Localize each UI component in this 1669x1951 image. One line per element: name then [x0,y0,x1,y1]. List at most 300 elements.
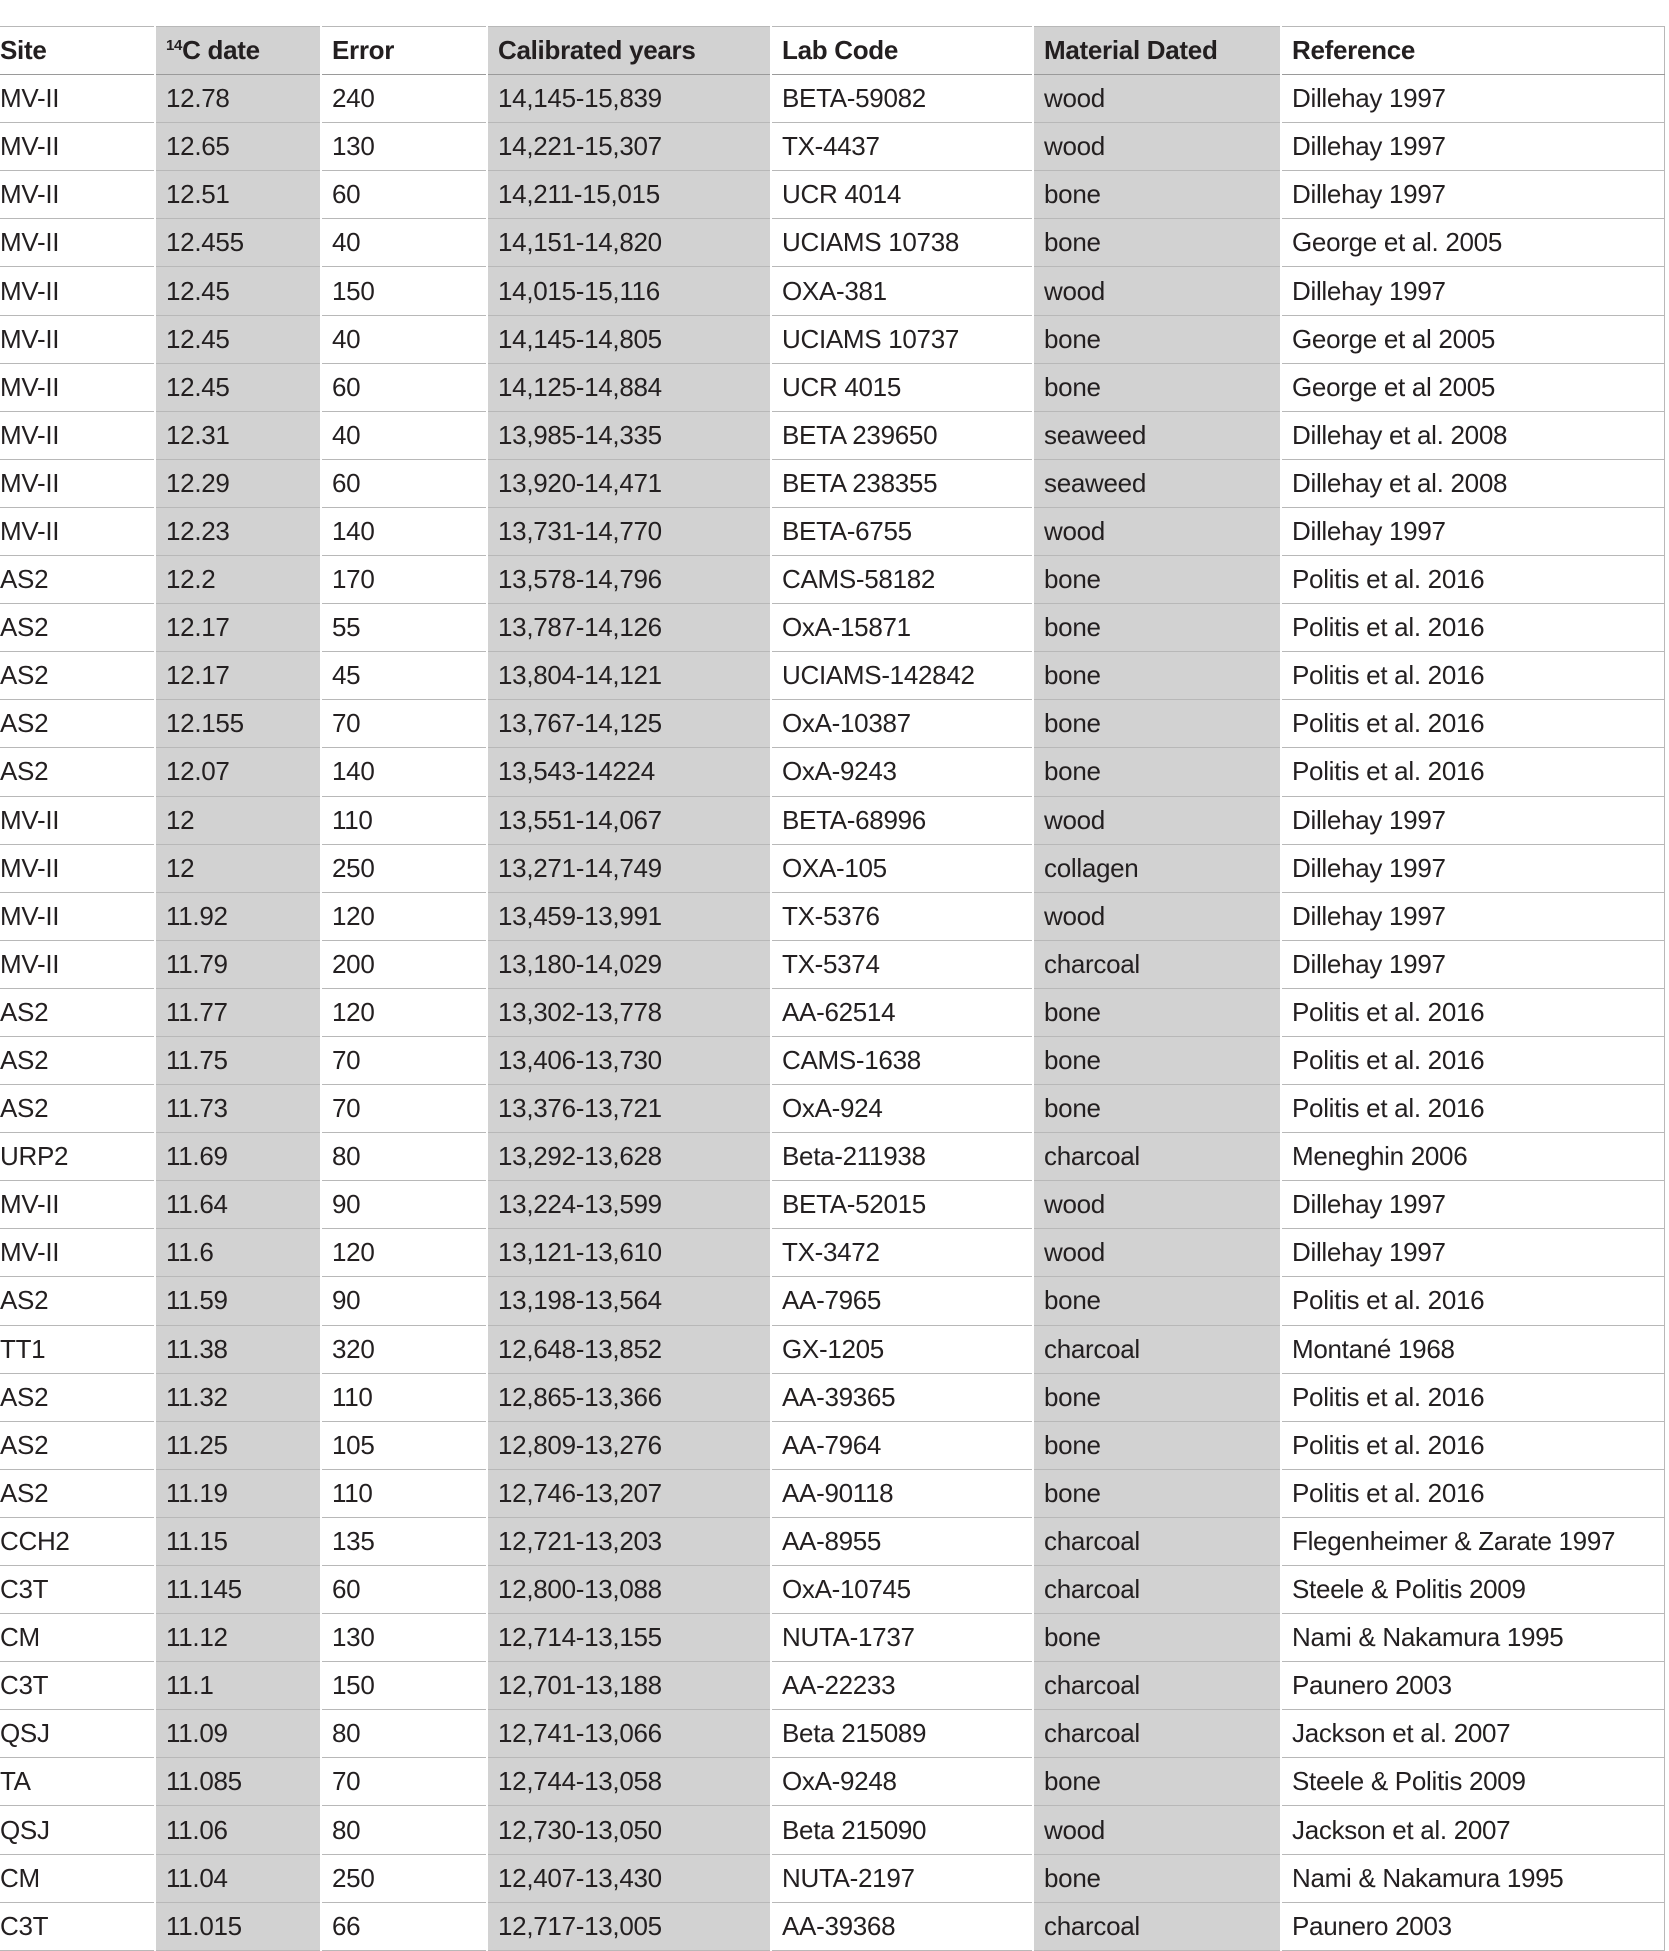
calibrated-years-cell: 13,376-13,721 [487,1085,771,1133]
c14-date-cell: 11.6 [155,1229,321,1277]
calibrated-years-cell: 13,920-14,471 [487,459,771,507]
table-row [0,796,1664,844]
calibrated-years-cell: 12,809-13,276 [487,1421,771,1469]
site-cell: C3T [0,1662,155,1710]
material-cell: bone [1033,652,1281,700]
error-cell: 200 [321,940,487,988]
c14-date-cell: 12.155 [155,700,321,748]
error-cell: 320 [321,1325,487,1373]
lab-code-cell: TX-3472 [771,1229,1033,1277]
lab-code-cell: CAMS-58182 [771,556,1033,604]
table-row [0,75,1664,123]
calibrated-years-cell: 12,407-13,430 [487,1854,771,1902]
header-material-dated: Material Dated [1033,27,1281,75]
calibrated-years-cell: 13,271-14,749 [487,844,771,892]
table-row [0,1566,1664,1614]
table-row [0,1517,1664,1565]
lab-code-cell: Beta 215090 [771,1806,1033,1854]
c14-date-cell: 11.73 [155,1085,321,1133]
radiocarbon-dates-table-wrapper [0,26,1664,1951]
lab-code-cell: BETA-59082 [771,75,1033,123]
error-cell: 60 [321,363,487,411]
c14-date-cell: 11.145 [155,1566,321,1614]
header-calibrated-years: Calibrated years [487,27,771,75]
c14-date-cell: 11.085 [155,1758,321,1806]
error-cell: 70 [321,700,487,748]
table-row [0,1085,1664,1133]
material-cell: bone [1033,604,1281,652]
material-cell: charcoal [1033,1902,1281,1950]
c14-date-cell: 11.09 [155,1710,321,1758]
calibrated-years-cell: 12,721-13,203 [487,1517,771,1565]
table-row [0,1133,1664,1181]
reference-cell: Politis et al. 2016 [1281,1036,1664,1084]
site-cell: MV-II [0,844,155,892]
error-cell: 40 [321,411,487,459]
error-cell: 80 [321,1133,487,1181]
table-row [0,315,1664,363]
table-row [0,411,1664,459]
site-cell: AS2 [0,700,155,748]
material-cell: bone [1033,315,1281,363]
material-cell: charcoal [1033,1710,1281,1758]
calibrated-years-cell: 14,151-14,820 [487,219,771,267]
site-cell: MV-II [0,940,155,988]
reference-cell: Politis et al. 2016 [1281,1085,1664,1133]
lab-code-cell: TX-5374 [771,940,1033,988]
site-cell: CM [0,1614,155,1662]
c14-date-cell: 12.45 [155,363,321,411]
material-cell: charcoal [1033,1133,1281,1181]
reference-cell: Politis et al. 2016 [1281,1373,1664,1421]
material-cell: bone [1033,1036,1281,1084]
site-cell: TT1 [0,1325,155,1373]
calibrated-years-cell: 12,701-13,188 [487,1662,771,1710]
calibrated-years-cell: 13,767-14,125 [487,700,771,748]
c14-date-cell: 11.25 [155,1421,321,1469]
calibrated-years-cell: 12,714-13,155 [487,1614,771,1662]
table-row [0,1902,1664,1950]
reference-cell: Dillehay 1997 [1281,1229,1664,1277]
error-cell: 40 [321,219,487,267]
reference-cell: Dillehay 1997 [1281,75,1664,123]
calibrated-years-cell: 14,211-15,015 [487,171,771,219]
reference-cell: Nami & Nakamura 1995 [1281,1854,1664,1902]
reference-cell: Politis et al. 2016 [1281,700,1664,748]
reference-cell: Paunero 2003 [1281,1662,1664,1710]
calibrated-years-cell: 13,406-13,730 [487,1036,771,1084]
lab-code-cell: TX-4437 [771,123,1033,171]
material-cell: charcoal [1033,940,1281,988]
c14-date-cell: 11.12 [155,1614,321,1662]
material-cell: bone [1033,556,1281,604]
c14-date-cell: 11.64 [155,1181,321,1229]
site-cell: AS2 [0,556,155,604]
c14-date-cell: 11.1 [155,1662,321,1710]
site-cell: AS2 [0,1421,155,1469]
site-cell: QSJ [0,1806,155,1854]
c14-date-cell: 11.79 [155,940,321,988]
calibrated-years-cell: 13,543-14224 [487,748,771,796]
reference-cell: Dillehay 1997 [1281,507,1664,555]
error-cell: 90 [321,1181,487,1229]
lab-code-cell: BETA-52015 [771,1181,1033,1229]
site-cell: MV-II [0,892,155,940]
lab-code-cell: Beta-211938 [771,1133,1033,1181]
reference-cell: George et al 2005 [1281,315,1664,363]
material-cell: bone [1033,219,1281,267]
header-lab-code: Lab Code [771,27,1033,75]
error-cell: 250 [321,1854,487,1902]
material-cell: bone [1033,363,1281,411]
site-cell: MV-II [0,1181,155,1229]
lab-code-cell: TX-5376 [771,892,1033,940]
c14-date-cell: 12.23 [155,507,321,555]
site-cell: AS2 [0,652,155,700]
calibrated-years-cell: 13,551-14,067 [487,796,771,844]
reference-cell: Politis et al. 2016 [1281,988,1664,1036]
site-cell: MV-II [0,123,155,171]
error-cell: 40 [321,315,487,363]
material-cell: wood [1033,1806,1281,1854]
c14-date-cell: 12.45 [155,267,321,315]
lab-code-cell: UCIAMS 10737 [771,315,1033,363]
reference-cell: Dillehay 1997 [1281,1181,1664,1229]
table-row [0,1806,1664,1854]
lab-code-cell: UCR 4014 [771,171,1033,219]
lab-code-cell: AA-7965 [771,1277,1033,1325]
material-cell: bone [1033,1085,1281,1133]
site-cell: QSJ [0,1710,155,1758]
error-cell: 55 [321,604,487,652]
c14-date-cell: 11.92 [155,892,321,940]
lab-code-cell: UCR 4015 [771,363,1033,411]
material-cell: wood [1033,123,1281,171]
material-cell: bone [1033,1758,1281,1806]
lab-code-cell: GX-1205 [771,1325,1033,1373]
material-cell: bone [1033,748,1281,796]
table-row [0,604,1664,652]
table-row [0,1181,1664,1229]
table-row [0,1036,1664,1084]
lab-code-cell: UCIAMS 10738 [771,219,1033,267]
c14-date-cell: 11.69 [155,1133,321,1181]
error-cell: 110 [321,1373,487,1421]
reference-cell: Jackson et al. 2007 [1281,1806,1664,1854]
calibrated-years-cell: 12,746-13,207 [487,1469,771,1517]
site-cell: CCH2 [0,1517,155,1565]
site-cell: C3T [0,1902,155,1950]
lab-code-cell: BETA-68996 [771,796,1033,844]
material-cell: wood [1033,1229,1281,1277]
site-cell: CM [0,1854,155,1902]
error-cell: 105 [321,1421,487,1469]
c14-date-cell: 11.77 [155,988,321,1036]
calibrated-years-cell: 12,741-13,066 [487,1710,771,1758]
header-error: Error [321,27,487,75]
material-cell: collagen [1033,844,1281,892]
material-cell: bone [1033,1277,1281,1325]
table-row [0,123,1664,171]
error-cell: 135 [321,1517,487,1565]
reference-cell: George et al 2005 [1281,363,1664,411]
site-cell: AS2 [0,1085,155,1133]
lab-code-cell: BETA-6755 [771,507,1033,555]
table-header [0,27,1664,75]
table-row [0,459,1664,507]
site-cell: MV-II [0,219,155,267]
material-cell: wood [1033,507,1281,555]
header-reference: Reference [1281,27,1664,75]
lab-code-cell: AA-7964 [771,1421,1033,1469]
c14-date-cell: 12.65 [155,123,321,171]
header-row [0,27,1664,75]
lab-code-cell: Beta 215089 [771,1710,1033,1758]
c14-date-cell: 11.32 [155,1373,321,1421]
table-row [0,219,1664,267]
calibrated-years-cell: 13,180-14,029 [487,940,771,988]
reference-cell: Montané 1968 [1281,1325,1664,1373]
reference-cell: Flegenheimer & Zarate 1997 [1281,1517,1664,1565]
calibrated-years-cell: 12,730-13,050 [487,1806,771,1854]
reference-cell: George et al. 2005 [1281,219,1664,267]
material-cell: charcoal [1033,1662,1281,1710]
material-cell: wood [1033,75,1281,123]
calibrated-years-cell: 13,578-14,796 [487,556,771,604]
site-cell: AS2 [0,1036,155,1084]
error-cell: 110 [321,1469,487,1517]
error-cell: 60 [321,171,487,219]
lab-code-cell: AA-39365 [771,1373,1033,1421]
calibrated-years-cell: 14,145-14,805 [487,315,771,363]
table-row [0,1614,1664,1662]
reference-cell: Dillehay 1997 [1281,796,1664,844]
c14-date-cell: 11.38 [155,1325,321,1373]
material-cell: bone [1033,1854,1281,1902]
site-cell: AS2 [0,1373,155,1421]
lab-code-cell: OxA-924 [771,1085,1033,1133]
lab-code-cell: AA-22233 [771,1662,1033,1710]
error-cell: 120 [321,988,487,1036]
reference-cell: Politis et al. 2016 [1281,1277,1664,1325]
calibrated-years-cell: 13,121-13,610 [487,1229,771,1277]
table-row [0,988,1664,1036]
error-cell: 70 [321,1036,487,1084]
calibrated-years-cell: 14,015-15,116 [487,267,771,315]
calibrated-years-cell: 13,787-14,126 [487,604,771,652]
error-cell: 170 [321,556,487,604]
error-cell: 66 [321,1902,487,1950]
table-row [0,556,1664,604]
reference-cell: Meneghin 2006 [1281,1133,1664,1181]
reference-cell: Politis et al. 2016 [1281,748,1664,796]
c14-date-cell: 12.455 [155,219,321,267]
site-cell: MV-II [0,459,155,507]
header-c14-label: C date [182,35,260,66]
reference-cell: Politis et al. 2016 [1281,604,1664,652]
c14-date-cell: 11.75 [155,1036,321,1084]
error-cell: 130 [321,1614,487,1662]
error-cell: 120 [321,1229,487,1277]
radiocarbon-dates-table [0,26,1665,1951]
material-cell: wood [1033,892,1281,940]
error-cell: 60 [321,459,487,507]
calibrated-years-cell: 13,731-14,770 [487,507,771,555]
table-row [0,1421,1664,1469]
c14-date-cell: 12 [155,844,321,892]
material-cell: charcoal [1033,1566,1281,1614]
site-cell: MV-II [0,796,155,844]
c14-date-cell: 12.17 [155,652,321,700]
c14-date-cell: 12.51 [155,171,321,219]
lab-code-cell: AA-39368 [771,1902,1033,1950]
reference-cell: Dillehay 1997 [1281,267,1664,315]
lab-code-cell: CAMS-1638 [771,1036,1033,1084]
calibrated-years-cell: 13,459-13,991 [487,892,771,940]
reference-cell: Paunero 2003 [1281,1902,1664,1950]
site-cell: MV-II [0,363,155,411]
lab-code-cell: OxA-9243 [771,748,1033,796]
reference-cell: Steele & Politis 2009 [1281,1758,1664,1806]
c14-date-cell: 11.19 [155,1469,321,1517]
table-row [0,267,1664,315]
lab-code-cell: BETA 239650 [771,411,1033,459]
c14-date-cell: 12.31 [155,411,321,459]
site-cell: MV-II [0,411,155,459]
c14-date-cell: 12.78 [155,75,321,123]
table-row [0,1662,1664,1710]
c14-date-cell: 12.45 [155,315,321,363]
error-cell: 140 [321,507,487,555]
error-cell: 70 [321,1758,487,1806]
reference-cell: Politis et al. 2016 [1281,1469,1664,1517]
table-row [0,652,1664,700]
material-cell: wood [1033,796,1281,844]
lab-code-cell: NUTA-2197 [771,1854,1033,1902]
material-cell: seaweed [1033,459,1281,507]
c14-date-cell: 12.17 [155,604,321,652]
site-cell: AS2 [0,604,155,652]
table-row [0,700,1664,748]
table-row [0,363,1664,411]
error-cell: 110 [321,796,487,844]
reference-cell: Politis et al. 2016 [1281,556,1664,604]
table-row [0,940,1664,988]
error-cell: 70 [321,1085,487,1133]
calibrated-years-cell: 13,198-13,564 [487,1277,771,1325]
reference-cell: Dillehay 1997 [1281,171,1664,219]
error-cell: 130 [321,123,487,171]
table-row [0,507,1664,555]
reference-cell: Nami & Nakamura 1995 [1281,1614,1664,1662]
error-cell: 45 [321,652,487,700]
lab-code-cell: OxA-10387 [771,700,1033,748]
calibrated-years-cell: 13,302-13,778 [487,988,771,1036]
lab-code-cell: AA-62514 [771,988,1033,1036]
site-cell: MV-II [0,75,155,123]
calibrated-years-cell: 12,744-13,058 [487,1758,771,1806]
error-cell: 60 [321,1566,487,1614]
reference-cell: Dillehay 1997 [1281,940,1664,988]
c14-date-cell: 11.59 [155,1277,321,1325]
calibrated-years-cell: 14,125-14,884 [487,363,771,411]
c14-date-cell: 11.06 [155,1806,321,1854]
error-cell: 140 [321,748,487,796]
reference-cell: Dillehay 1997 [1281,123,1664,171]
material-cell: wood [1033,1181,1281,1229]
site-cell: MV-II [0,171,155,219]
material-cell: bone [1033,700,1281,748]
calibrated-years-cell: 12,648-13,852 [487,1325,771,1373]
c14-date-cell: 11.15 [155,1517,321,1565]
site-cell: MV-II [0,315,155,363]
site-cell: MV-II [0,507,155,555]
reference-cell: Dillehay 1997 [1281,892,1664,940]
material-cell: seaweed [1033,411,1281,459]
site-cell: MV-II [0,267,155,315]
site-cell: AS2 [0,1277,155,1325]
calibrated-years-cell: 13,224-13,599 [487,1181,771,1229]
error-cell: 250 [321,844,487,892]
table-row [0,892,1664,940]
c14-date-cell: 12 [155,796,321,844]
material-cell: bone [1033,988,1281,1036]
material-cell: bone [1033,1373,1281,1421]
error-cell: 120 [321,892,487,940]
table-row [0,1710,1664,1758]
calibrated-years-cell: 13,292-13,628 [487,1133,771,1181]
lab-code-cell: OxA-15871 [771,604,1033,652]
calibrated-years-cell: 14,221-15,307 [487,123,771,171]
c14-date-cell: 12.29 [155,459,321,507]
reference-cell: Steele & Politis 2009 [1281,1566,1664,1614]
reference-cell: Politis et al. 2016 [1281,652,1664,700]
table-row [0,171,1664,219]
c14-date-cell: 12.2 [155,556,321,604]
table-row [0,748,1664,796]
calibrated-years-cell: 12,800-13,088 [487,1566,771,1614]
reference-cell: Dillehay 1997 [1281,844,1664,892]
table-row [0,1469,1664,1517]
site-cell: AS2 [0,1469,155,1517]
error-cell: 150 [321,267,487,315]
material-cell: charcoal [1033,1517,1281,1565]
lab-code-cell: BETA 238355 [771,459,1033,507]
c14-date-cell: 11.015 [155,1902,321,1950]
calibrated-years-cell: 13,804-14,121 [487,652,771,700]
lab-code-cell: OxA-9248 [771,1758,1033,1806]
lab-code-cell: AA-8955 [771,1517,1033,1565]
material-cell: bone [1033,1614,1281,1662]
table-row [0,1277,1664,1325]
error-cell: 90 [321,1277,487,1325]
header-site: Site [0,27,155,75]
lab-code-cell: UCIAMS-142842 [771,652,1033,700]
reference-cell: Politis et al. 2016 [1281,1421,1664,1469]
calibrated-years-cell: 13,985-14,335 [487,411,771,459]
table-row [0,1373,1664,1421]
material-cell: bone [1033,171,1281,219]
material-cell: bone [1033,1421,1281,1469]
lab-code-cell: AA-90118 [771,1469,1033,1517]
site-cell: MV-II [0,1229,155,1277]
table-body [0,75,1664,1951]
lab-code-cell: OXA-381 [771,267,1033,315]
error-cell: 240 [321,75,487,123]
reference-cell: Jackson et al. 2007 [1281,1710,1664,1758]
calibrated-years-cell: 12,865-13,366 [487,1373,771,1421]
site-cell: C3T [0,1566,155,1614]
